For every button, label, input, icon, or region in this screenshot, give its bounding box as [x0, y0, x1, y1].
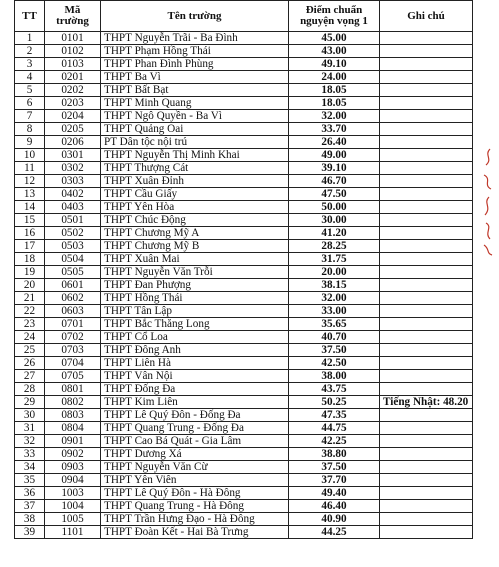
table-row [15, 487, 473, 500]
row-number: 4 [15, 71, 45, 84]
school-name: THPT Quảng Oai [101, 123, 289, 136]
table-row [15, 331, 473, 344]
row-note [380, 32, 473, 45]
row-number: 33 [15, 448, 45, 461]
row-note [380, 461, 473, 474]
cutoff-score: 33.70 [289, 123, 380, 136]
row-number: 2 [15, 45, 45, 58]
school-code: 0504 [45, 253, 101, 266]
table-row [15, 45, 473, 58]
school-code: 0503 [45, 240, 101, 253]
school-code: 1003 [45, 487, 101, 500]
row-note [380, 201, 473, 214]
table-row [15, 240, 473, 253]
school-name: PT Dân tộc nội trú [101, 136, 289, 149]
cutoff-score: 46.70 [289, 175, 380, 188]
cutoff-score: 32.00 [289, 292, 380, 305]
cutoff-score: 49.00 [289, 149, 380, 162]
row-note [380, 422, 473, 435]
table-row [15, 448, 473, 461]
school-name: THPT Yên Hòa [101, 201, 289, 214]
header-row [15, 1, 473, 32]
school-code: 0702 [45, 331, 101, 344]
row-number: 15 [15, 214, 45, 227]
table-row [15, 188, 473, 201]
row-note [380, 370, 473, 383]
school-name: THPT Yên Viên [101, 474, 289, 487]
school-code: 0603 [45, 305, 101, 318]
row-number: 18 [15, 253, 45, 266]
row-number: 22 [15, 305, 45, 318]
table-row [15, 227, 473, 240]
row-note [380, 513, 473, 526]
school-code: 0804 [45, 422, 101, 435]
header-cutoff-score: Điểm chuẩn nguyện vọng 1 [289, 1, 380, 32]
row-note [380, 240, 473, 253]
row-note [380, 487, 473, 500]
cutoff-score: 43.75 [289, 383, 380, 396]
school-name: THPT Chương Mỹ A [101, 227, 289, 240]
table-row [15, 162, 473, 175]
cutoff-score: 44.75 [289, 422, 380, 435]
school-name: THPT Bất Bạt [101, 84, 289, 97]
cutoff-score: 38.80 [289, 448, 380, 461]
cutoff-score: 46.40 [289, 500, 380, 513]
cutoff-score: 31.75 [289, 253, 380, 266]
school-code: 0101 [45, 32, 101, 45]
row-number: 20 [15, 279, 45, 292]
row-note [380, 84, 473, 97]
row-number: 11 [15, 162, 45, 175]
school-code: 0903 [45, 461, 101, 474]
row-note [380, 214, 473, 227]
cutoff-score: 38.15 [289, 279, 380, 292]
row-number: 30 [15, 409, 45, 422]
cutoff-score: 35.65 [289, 318, 380, 331]
school-name: THPT Nguyễn Trãi - Ba Đình [101, 32, 289, 45]
row-number: 27 [15, 370, 45, 383]
cutoff-score: 50.00 [289, 201, 380, 214]
table-row [15, 214, 473, 227]
row-note [380, 253, 473, 266]
school-code: 0704 [45, 357, 101, 370]
row-note [380, 500, 473, 513]
table-row [15, 500, 473, 513]
row-note [380, 97, 473, 110]
table-row [15, 513, 473, 526]
cutoff-score: 33.00 [289, 305, 380, 318]
school-name: THPT Chương Mỹ B [101, 240, 289, 253]
table-row [15, 422, 473, 435]
table-row [15, 253, 473, 266]
row-note: Tiếng Nhật: 48.20 [380, 396, 473, 409]
school-name: THPT Nguyễn Thị Minh Khai [101, 149, 289, 162]
row-number: 38 [15, 513, 45, 526]
table-row [15, 435, 473, 448]
row-note [380, 227, 473, 240]
cutoff-score: 42.25 [289, 435, 380, 448]
cutoff-score: 42.50 [289, 357, 380, 370]
row-note [380, 162, 473, 175]
school-name: THPT Bắc Thăng Long [101, 318, 289, 331]
school-name: THPT Liên Hà [101, 357, 289, 370]
school-name: THPT Đoàn Kết - Hai Bà Trưng [101, 526, 289, 539]
school-code: 0102 [45, 45, 101, 58]
table-row [15, 305, 473, 318]
table-row [15, 318, 473, 331]
row-note [380, 266, 473, 279]
table-row [15, 58, 473, 71]
school-code: 1005 [45, 513, 101, 526]
table-row [15, 175, 473, 188]
school-name: THPT Trần Hưng Đạo - Hà Đông [101, 513, 289, 526]
table-row [15, 71, 473, 84]
cutoff-score: 49.10 [289, 58, 380, 71]
cutoff-score: 40.70 [289, 331, 380, 344]
table-row [15, 32, 473, 45]
cutoff-score: 44.25 [289, 526, 380, 539]
school-name: THPT Cầu Giấy [101, 188, 289, 201]
row-number: 6 [15, 97, 45, 110]
row-number: 24 [15, 331, 45, 344]
cutoff-score: 24.00 [289, 71, 380, 84]
header-note: Ghi chú [380, 1, 473, 32]
cutoff-score: 18.05 [289, 84, 380, 97]
row-number: 35 [15, 474, 45, 487]
row-number: 28 [15, 383, 45, 396]
cutoff-score: 32.00 [289, 110, 380, 123]
red-signature-mark [480, 145, 496, 257]
school-code: 0904 [45, 474, 101, 487]
school-code: 0901 [45, 435, 101, 448]
school-code: 0803 [45, 409, 101, 422]
school-name: THPT Phạm Hồng Thái [101, 45, 289, 58]
school-code: 0103 [45, 58, 101, 71]
row-number: 26 [15, 357, 45, 370]
table-row [15, 84, 473, 97]
school-code: 0403 [45, 201, 101, 214]
row-note [380, 58, 473, 71]
school-name: THPT Nguyễn Văn Cừ [101, 461, 289, 474]
cutoff-score: 47.35 [289, 409, 380, 422]
row-note [380, 448, 473, 461]
school-name: THPT Ba Vì [101, 71, 289, 84]
row-number: 8 [15, 123, 45, 136]
school-code: 0201 [45, 71, 101, 84]
row-note [380, 292, 473, 305]
table-row [15, 110, 473, 123]
row-note [380, 149, 473, 162]
row-note [380, 383, 473, 396]
table-row [15, 279, 473, 292]
school-name: THPT Xuân Đỉnh [101, 175, 289, 188]
school-code: 0402 [45, 188, 101, 201]
school-code: 0202 [45, 84, 101, 97]
row-number: 16 [15, 227, 45, 240]
school-name: THPT Ngô Quyền - Ba Vì [101, 110, 289, 123]
school-name: THPT Lê Quý Đôn - Đống Đa [101, 409, 289, 422]
table-row [15, 409, 473, 422]
table-row [15, 136, 473, 149]
header-school-name: Tên trường [101, 1, 289, 32]
row-number: 34 [15, 461, 45, 474]
cutoff-score: 39.10 [289, 162, 380, 175]
school-name: THPT Thượng Cát [101, 162, 289, 175]
school-name: THPT Đống Đa [101, 383, 289, 396]
table-row [15, 461, 473, 474]
cutoff-score: 37.70 [289, 474, 380, 487]
school-name: THPT Vân Nội [101, 370, 289, 383]
school-name: THPT Tân Lập [101, 305, 289, 318]
row-number: 36 [15, 487, 45, 500]
school-code: 0802 [45, 396, 101, 409]
table-row [15, 292, 473, 305]
table-row [15, 383, 473, 396]
row-note [380, 526, 473, 539]
school-name: THPT Kim Liên [101, 396, 289, 409]
row-note [380, 331, 473, 344]
row-note [380, 305, 473, 318]
row-note [380, 279, 473, 292]
row-number: 7 [15, 110, 45, 123]
row-number: 12 [15, 175, 45, 188]
cutoff-score: 47.50 [289, 188, 380, 201]
row-note [380, 110, 473, 123]
school-code: 0502 [45, 227, 101, 240]
row-number: 3 [15, 58, 45, 71]
school-name: THPT Chúc Động [101, 214, 289, 227]
header-school-code: Mã trường [45, 1, 101, 32]
school-name: THPT Dương Xá [101, 448, 289, 461]
table-row [15, 474, 473, 487]
table-row [15, 201, 473, 214]
table-row [15, 344, 473, 357]
school-code: 0505 [45, 266, 101, 279]
row-note [380, 357, 473, 370]
school-name: THPT Minh Quang [101, 97, 289, 110]
table-row [15, 396, 473, 409]
school-code: 0501 [45, 214, 101, 227]
school-name: THPT Đông Anh [101, 344, 289, 357]
school-code: 1004 [45, 500, 101, 513]
school-name: THPT Hồng Thái [101, 292, 289, 305]
school-code: 0705 [45, 370, 101, 383]
row-note [380, 45, 473, 58]
cutoff-score: 37.50 [289, 344, 380, 357]
row-number: 9 [15, 136, 45, 149]
school-name: THPT Quang Trung - Hà Đông [101, 500, 289, 513]
row-note [380, 71, 473, 84]
cutoff-score: 45.00 [289, 32, 380, 45]
row-number: 29 [15, 396, 45, 409]
row-number: 19 [15, 266, 45, 279]
school-name: THPT Nguyễn Văn Trỗi [101, 266, 289, 279]
cutoff-score-table [14, 0, 473, 539]
table-row [15, 97, 473, 110]
row-number: 31 [15, 422, 45, 435]
row-note [380, 474, 473, 487]
school-name: THPT Phan Đình Phùng [101, 58, 289, 71]
row-number: 37 [15, 500, 45, 513]
school-code: 0302 [45, 162, 101, 175]
row-note [380, 136, 473, 149]
row-note [380, 318, 473, 331]
row-number: 13 [15, 188, 45, 201]
school-name: THPT Quang Trung - Đống Đa [101, 422, 289, 435]
cutoff-score: 28.25 [289, 240, 380, 253]
row-number: 23 [15, 318, 45, 331]
school-code: 0303 [45, 175, 101, 188]
school-code: 0902 [45, 448, 101, 461]
row-number: 14 [15, 201, 45, 214]
school-code: 0205 [45, 123, 101, 136]
school-name: THPT Xuân Mai [101, 253, 289, 266]
cutoff-score: 20.00 [289, 266, 380, 279]
school-code: 0602 [45, 292, 101, 305]
cutoff-score: 40.90 [289, 513, 380, 526]
school-name: THPT Cổ Loa [101, 331, 289, 344]
table-row [15, 526, 473, 539]
school-code: 0601 [45, 279, 101, 292]
row-number: 21 [15, 292, 45, 305]
cutoff-score: 30.00 [289, 214, 380, 227]
cutoff-score: 49.40 [289, 487, 380, 500]
row-note [380, 435, 473, 448]
row-number: 25 [15, 344, 45, 357]
table-row [15, 266, 473, 279]
school-code: 0206 [45, 136, 101, 149]
school-code: 1101 [45, 526, 101, 539]
cutoff-score: 37.50 [289, 461, 380, 474]
school-name: THPT Lê Quý Đôn - Hà Đông [101, 487, 289, 500]
row-number: 32 [15, 435, 45, 448]
table-row [15, 370, 473, 383]
row-note [380, 344, 473, 357]
cutoff-score: 38.00 [289, 370, 380, 383]
row-number: 39 [15, 526, 45, 539]
cutoff-score: 43.00 [289, 45, 380, 58]
cutoff-score: 18.05 [289, 97, 380, 110]
row-number: 17 [15, 240, 45, 253]
school-code: 0703 [45, 344, 101, 357]
school-code: 0701 [45, 318, 101, 331]
row-note [380, 409, 473, 422]
school-name: THPT Đan Phượng [101, 279, 289, 292]
table-row [15, 123, 473, 136]
row-note [380, 123, 473, 136]
table-row [15, 357, 473, 370]
row-number: 10 [15, 149, 45, 162]
cutoff-score: 50.25 [289, 396, 380, 409]
header-tt: TT [15, 1, 45, 32]
row-number: 5 [15, 84, 45, 97]
school-name: THPT Cao Bá Quát - Gia Lâm [101, 435, 289, 448]
row-note [380, 188, 473, 201]
school-code: 0801 [45, 383, 101, 396]
table-row [15, 149, 473, 162]
school-code: 0203 [45, 97, 101, 110]
cutoff-score: 41.20 [289, 227, 380, 240]
row-number: 1 [15, 32, 45, 45]
school-code: 0204 [45, 110, 101, 123]
cutoff-score: 26.40 [289, 136, 380, 149]
school-code: 0301 [45, 149, 101, 162]
row-note [380, 175, 473, 188]
